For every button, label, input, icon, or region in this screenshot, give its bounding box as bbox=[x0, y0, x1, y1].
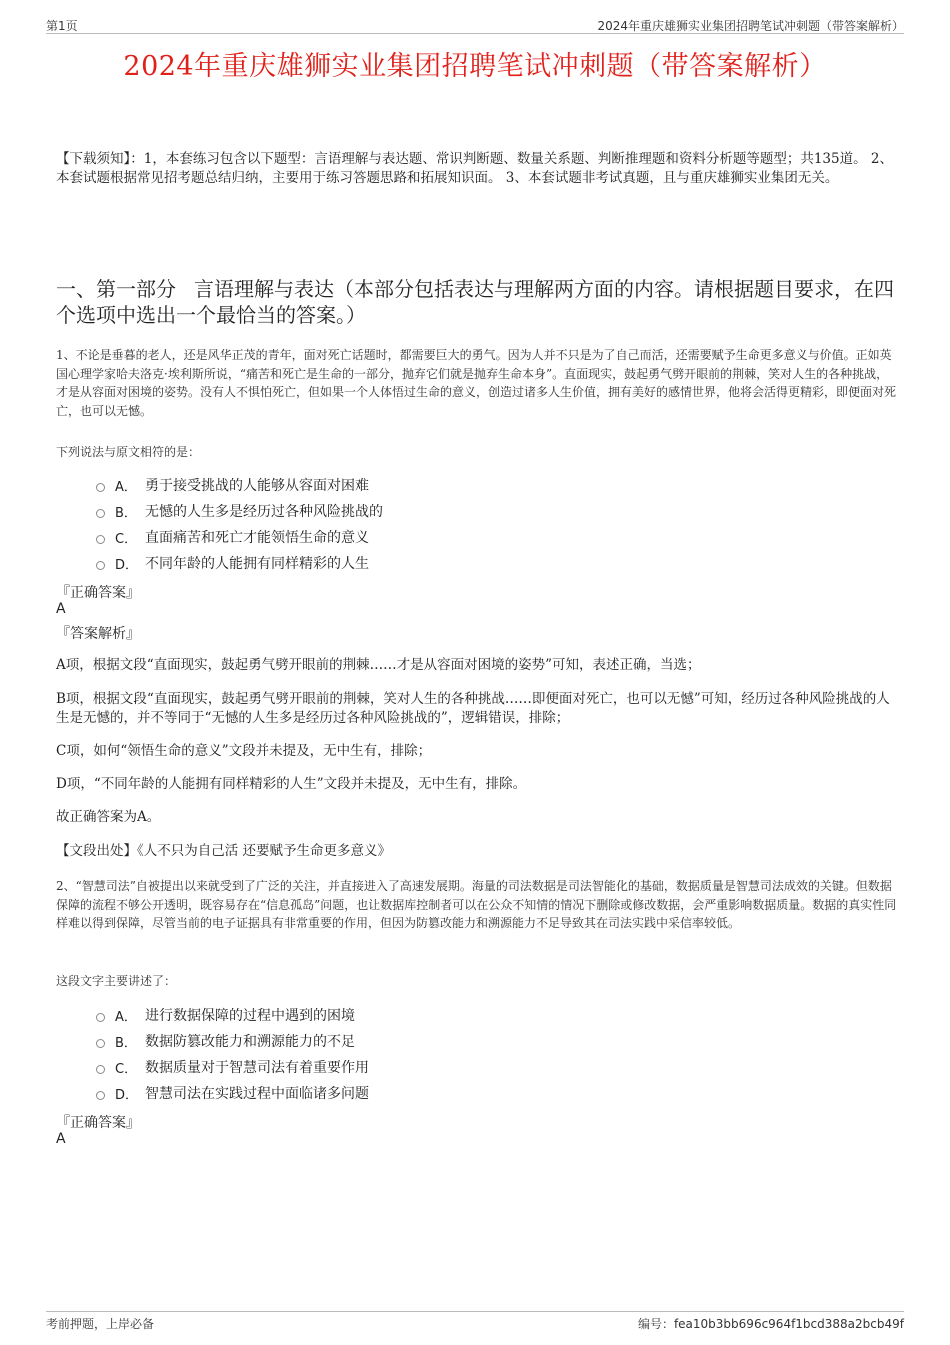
question-2-options bbox=[96, 1002, 369, 1106]
document-title: 2024年重庆雄狮实业集团招聘笔试冲刺题（带答案解析） bbox=[123, 51, 827, 82]
download-notice: 【下载须知】：1，本套练习包含以下题型：言语理解与表达题、常识判断题、数量关系题、判断推理题和资料分析题等题型；共135道。 2、本套试题根据常见招考题总结归纳，主要用于练习答题思路和拓展知识面。 3、本套试题非考试真题，且与重庆雄狮实业集团无关。 bbox=[56, 151, 893, 186]
question-1-answer: A bbox=[56, 601, 66, 617]
section-number: 一、第一部分 bbox=[56, 277, 176, 301]
question-2-passage: 2、“智慧司法”自被提出以来就受到了广泛的关注，并直接进入了高速发展期。海量的司法数据是司法智能化的基础，数据质量是智慧司法成效的关键。但数据保障的流程不够公开透明，既容易存在“信息孤岛”问题，也让数据库控制者可以在公众不知情的情况下删除或修改数据，会严重影响数据质量。数据的真实性同样难以得到保障，尽管当前的电子证据具有非常重要的作用，但因为防篡改能力和溯源能力不足导致其在司法实践中采信率较低。 bbox=[56, 879, 897, 930]
page-footer bbox=[46, 1311, 904, 1331]
analysis-line-a: A项，根据文段“直面现实，鼓起勇气劈开眼前的荆棘……才是从容面对困境的姿势”可知，表述正确，当选； bbox=[56, 657, 701, 673]
question-2-option-b[interactable]: B． 数据防篡改能力和溯源能力的不足 bbox=[96, 1028, 369, 1054]
question-1-analysis-label: 『答案解析』 bbox=[56, 626, 140, 642]
question-1-answer-label: 『正确答案』 bbox=[56, 585, 140, 601]
question-1-source: 【文段出处】《人不只为自己活 还要赋予生命更多意义》 bbox=[56, 843, 392, 859]
question-2-answer: A bbox=[56, 1131, 66, 1147]
section-heading bbox=[56, 276, 900, 328]
question-1-option-d[interactable]: D． 不同年龄的人能拥有同样精彩的人生 bbox=[96, 550, 383, 576]
section-title: 言语理解与表达（本部分包括表达与理解两方面的内容。请根据题目要求，在四个选项中选出一个最恰当的答案。） bbox=[56, 277, 894, 327]
question-1-option-a[interactable]: A． 勇于接受挑战的人能够从容面对困难 bbox=[96, 472, 383, 498]
analysis-conclusion: 故正确答案为A。 bbox=[56, 809, 161, 825]
question-1-option-c[interactable]: C． 直面痛苦和死亡才能领悟生命的意义 bbox=[96, 524, 383, 550]
question-1-options bbox=[96, 472, 383, 576]
question-1-option-b[interactable]: B． 无憾的人生多是经历过各种风险挑战的 bbox=[96, 498, 383, 524]
header-title: 2024年重庆雄狮实业集团招聘笔试冲刺题（带答案解析） bbox=[597, 19, 904, 33]
radio-icon[interactable] bbox=[96, 561, 105, 570]
question-2-option-d[interactable]: D． 智慧司法在实践过程中面临诸多问题 bbox=[96, 1080, 369, 1106]
radio-icon[interactable] bbox=[96, 509, 105, 518]
analysis-line-b: B项，根据文段“直面现实，鼓起勇气劈开眼前的荆棘，笑对人生的各种挑战……即便面对死亡，也可以无憾”可知，经历过各种风险挑战的人生是无憾的，并不等同于“无憾的人生多是经历过各种风险挑战的”，逻辑错误，排除； bbox=[56, 691, 890, 726]
question-2-answer-label: 『正确答案』 bbox=[56, 1115, 140, 1131]
page-header bbox=[46, 14, 904, 34]
radio-icon[interactable] bbox=[96, 1065, 105, 1074]
question-2-option-a[interactable]: A． 进行数据保障的过程中遇到的困境 bbox=[96, 1002, 369, 1028]
radio-icon[interactable] bbox=[96, 1039, 105, 1048]
radio-icon[interactable] bbox=[96, 1013, 105, 1022]
question-2-option-c[interactable]: C． 数据质量对于智慧司法有着重要作用 bbox=[96, 1054, 369, 1080]
page-number: 第1页 bbox=[46, 19, 78, 33]
footer-code: 编号：fea10b3bb696c964f1bcd388a2bcb49f bbox=[637, 1317, 904, 1331]
question-2-prompt: 这段文字主要讲述了： bbox=[56, 974, 177, 988]
footer-slogan: 考前押题，上岸必备 bbox=[46, 1317, 155, 1331]
question-1-passage: 1、不论是垂暮的老人，还是风华正茂的青年，面对死亡话题时，都需要巨大的勇气。因为人并不只是为了自己而活，还需要赋予生命更多意义与价值。正如英国心理学家哈夫洛克·埃利斯所说，“痛苦和死亡是生命的一部分，抛弃它们就是抛弃生命本身”。直面现实，鼓起勇气劈开眼前的荆棘，笑对人生的各种挑战，才是从容面对困境的姿势。没有人不惧怕死亡，但如果一个人体悟过生命的意义，创造过诸多人生价值，拥有美好的感情世界，他将会活得更精彩，即便面对死亡，也可以无憾。 bbox=[56, 348, 897, 418]
radio-icon[interactable] bbox=[96, 483, 105, 492]
radio-icon[interactable] bbox=[96, 1091, 105, 1100]
analysis-line-d: D项，“不同年龄的人能拥有同样精彩的人生”文段并未提及，无中生有，排除。 bbox=[56, 776, 527, 792]
question-1-prompt: 下列说法与原文相符的是： bbox=[56, 445, 201, 459]
analysis-line-c: C项，如何“领悟生命的意义”文段并未提及，无中生有，排除； bbox=[56, 743, 432, 759]
radio-icon[interactable] bbox=[96, 535, 105, 544]
